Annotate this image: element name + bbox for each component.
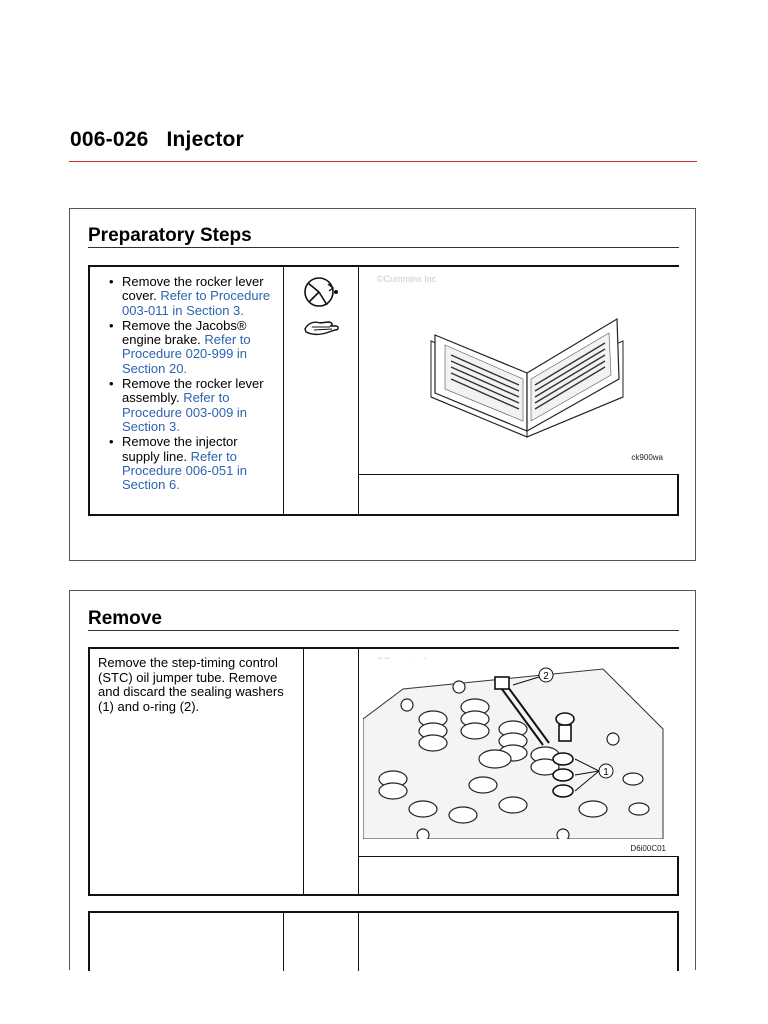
step-item xyxy=(98,275,278,318)
procedure-link[interactable]: Refer to Procedure 003-011 in Section 3. xyxy=(122,288,271,318)
step-text: Remove the injector supply line. xyxy=(122,434,238,464)
step-text: Remove the Jacobs® engine brake. xyxy=(122,317,247,348)
figure-code: ck900wa xyxy=(631,453,663,462)
hand-icon xyxy=(302,317,342,339)
preparatory-steps-heading: Preparatory Steps xyxy=(88,225,252,246)
step-text: Remove the rocker lever cover. xyxy=(122,274,264,304)
remove-figure-cell xyxy=(359,649,679,894)
step-item xyxy=(98,435,278,492)
column-divider xyxy=(303,649,304,894)
procedure-title: Injector xyxy=(166,128,244,151)
steps-text-cell xyxy=(90,267,284,514)
steps-list xyxy=(98,275,278,492)
column-divider xyxy=(283,913,284,971)
title-rule xyxy=(69,161,697,162)
gauge-icon xyxy=(302,275,340,309)
steps-figure-cell xyxy=(359,267,679,514)
remove-step-table xyxy=(88,647,679,896)
figure-code: D6i00C01 xyxy=(630,844,666,853)
step-item xyxy=(98,377,278,434)
procedure-link[interactable]: Refer to Procedure 020-999 in Section 20. xyxy=(122,332,251,376)
figure-book xyxy=(359,267,679,475)
remove-panel xyxy=(69,590,696,970)
remove-instruction: Remove the step-timing control (STC) oil jumper tube. Remove and discard the sealing washers (1) and o-ring (2). xyxy=(98,655,284,714)
step-item xyxy=(98,319,278,376)
step-text: Remove the rocker lever assembly. xyxy=(122,376,264,406)
callout-label: 2 xyxy=(543,671,549,682)
column-divider xyxy=(358,913,359,971)
steps-icon-cell xyxy=(284,267,358,514)
procedure-number: 006-026 xyxy=(70,128,149,151)
procedure-link[interactable]: Refer to Procedure 003-009 in Section 3. xyxy=(122,390,248,434)
heading-rule xyxy=(88,630,679,631)
preparatory-steps-table xyxy=(88,265,679,516)
heading-rule xyxy=(88,247,679,248)
callout-2 xyxy=(539,668,553,682)
procedure-link[interactable]: Refer to Procedure 006-051 in Section 6. xyxy=(122,448,248,493)
remove-text-cell xyxy=(90,649,304,894)
figure-copyright: ©Cummins Inc xyxy=(377,274,437,284)
remove-heading: Remove xyxy=(88,608,162,629)
cylinder-head-illustration xyxy=(363,659,675,839)
figure-cylinder-head xyxy=(359,649,679,857)
page-title xyxy=(70,128,244,152)
preparatory-steps-panel xyxy=(69,208,696,561)
callout-label: 1 xyxy=(603,767,609,778)
callout-1 xyxy=(599,764,613,778)
manual-book-illustration xyxy=(427,311,627,441)
next-step-table xyxy=(88,911,679,971)
